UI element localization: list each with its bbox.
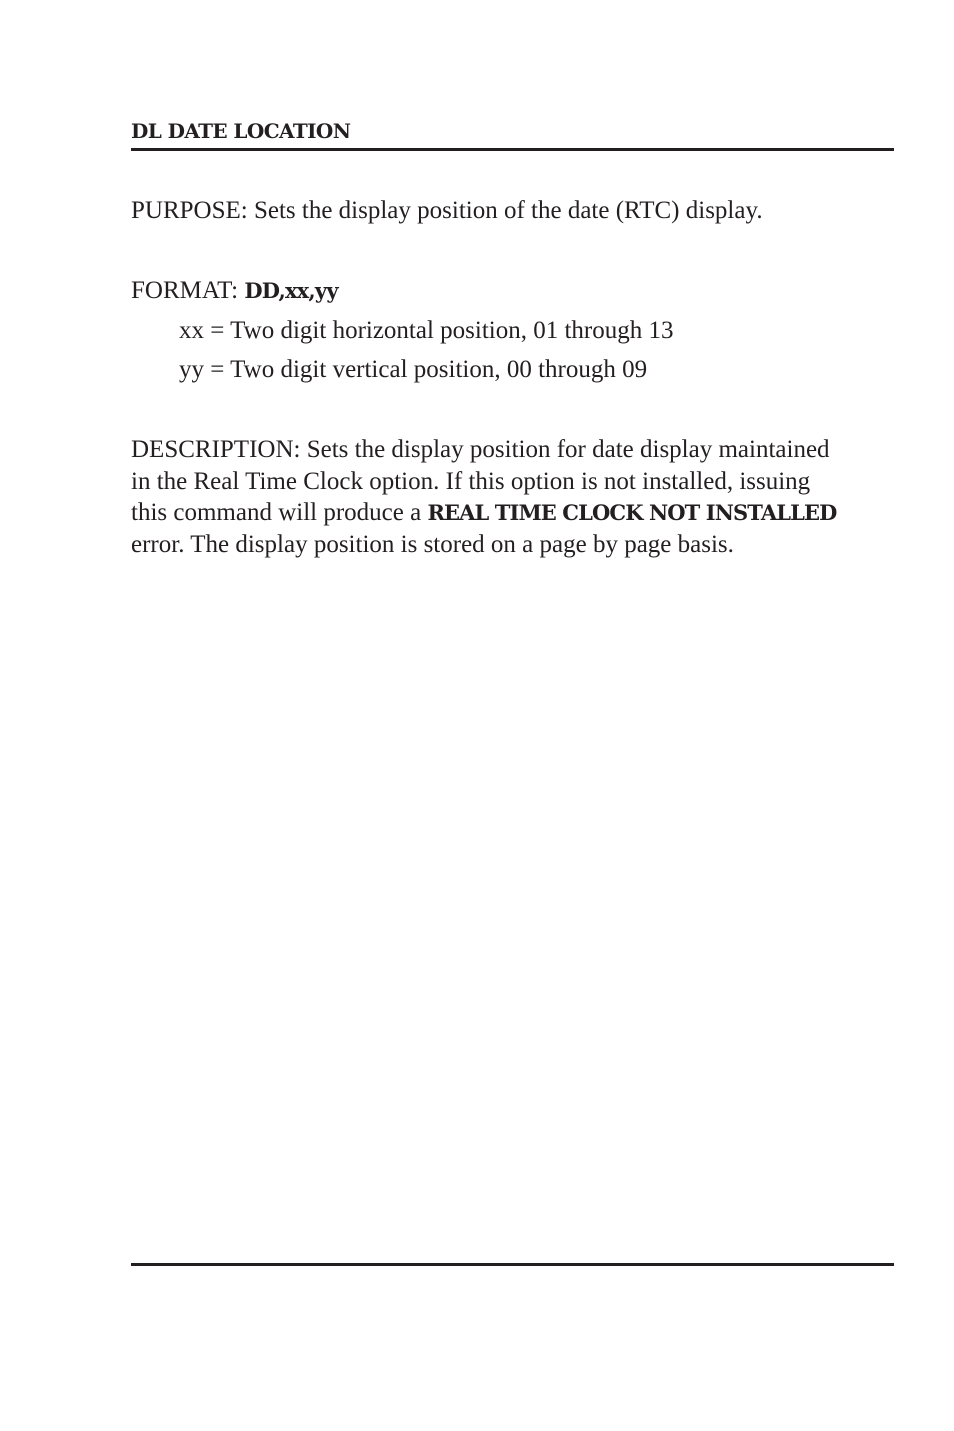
format-label: FORMAT: [131, 277, 239, 304]
format-command: DD,xx,yy [244, 278, 338, 303]
heading-rule [131, 148, 894, 151]
purpose-label: PURPOSE: [131, 197, 248, 224]
format-paragraph [131, 275, 338, 307]
purpose-paragraph [131, 195, 763, 227]
description-text-2: in the Real Time Clock option. If this option is not installed, issuing [131, 467, 811, 495]
description-text-4: error. The display position is stored on a page by page basis. [131, 530, 734, 558]
description-label: DESCRIPTION: [131, 436, 301, 463]
description-text-3: this command will produce a [131, 499, 422, 526]
description-line-3 [131, 497, 894, 529]
footer-rule [131, 1263, 894, 1266]
description-line [131, 434, 894, 466]
error-message-name: REAL TIME CLOCK NOT INSTALLED [427, 500, 837, 525]
format-param-xx: xx = Two digit horizontal position, 01 through 13 [179, 317, 674, 344]
section-heading: DL DATE LOCATION [131, 119, 351, 143]
description-text-1: Sets the display position for date display maintained [306, 436, 830, 463]
purpose-text: Sets the display position of the date (RTC) display. [253, 197, 763, 224]
description-paragraph [131, 434, 894, 560]
format-param-yy: yy = Two digit vertical position, 00 through 09 [179, 356, 648, 383]
